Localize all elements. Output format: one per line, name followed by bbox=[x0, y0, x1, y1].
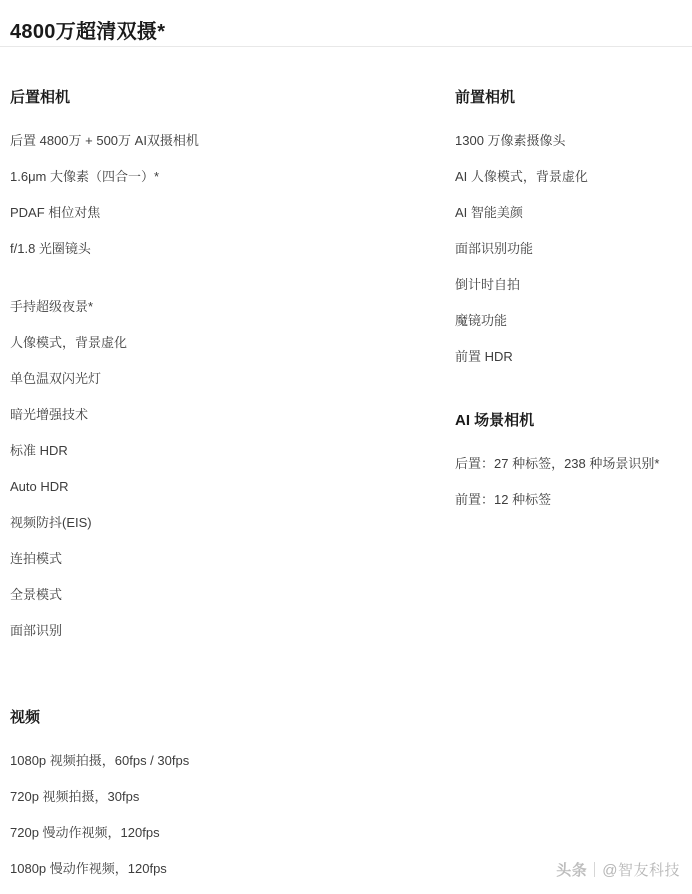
list-item: 连拍模式 bbox=[10, 551, 63, 566]
right-column bbox=[455, 86, 685, 518]
list-item: 人像模式，背景虚化 bbox=[10, 335, 128, 350]
section-title-ai-scene: AI 场景相机 bbox=[455, 412, 535, 429]
list-item: 单色温双闪光灯 bbox=[10, 371, 102, 386]
list-item: 面部识别 bbox=[10, 623, 63, 638]
list-item: 手持超级夜景* bbox=[10, 299, 94, 314]
list-item: PDAF 相位对焦 bbox=[10, 205, 101, 220]
list-item: 前置 HDR bbox=[455, 349, 513, 364]
watermark-logo: 头条 bbox=[556, 862, 588, 879]
watermark-author: @智友科技 bbox=[602, 862, 680, 879]
section-title-video: 视频 bbox=[10, 709, 41, 726]
title-divider bbox=[0, 46, 692, 47]
list-item: 倒计时自拍 bbox=[455, 277, 521, 292]
rear-camera-spec-list bbox=[10, 123, 430, 649]
list-item: AI 智能美颜 bbox=[455, 205, 523, 220]
list-item: 视频防抖(EIS) bbox=[10, 515, 92, 530]
ai-scene-spec-list bbox=[455, 446, 685, 518]
video-section bbox=[10, 706, 430, 887]
list-item: 720p 慢动作视频，120fps bbox=[10, 825, 160, 840]
list-item: 后置：27 种标签，238 种场景识别* bbox=[455, 456, 660, 471]
list-item: 后置 4800万 + 500万 AI双摄相机 bbox=[10, 133, 199, 148]
section-title-front-camera: 前置相机 bbox=[455, 89, 516, 106]
left-column bbox=[10, 86, 430, 649]
list-item: AI 人像模式，背景虚化 bbox=[455, 169, 588, 184]
front-camera-spec-list bbox=[455, 123, 685, 375]
list-item: 1080p 视频拍摄，60fps / 30fps bbox=[10, 753, 190, 768]
watermark-divider bbox=[594, 862, 595, 877]
list-item: 暗光增强技术 bbox=[10, 407, 89, 422]
list-item: 标准 HDR bbox=[10, 443, 68, 458]
list-item: 面部识别功能 bbox=[455, 241, 534, 256]
list-item: 前置：12 种标签 bbox=[455, 492, 552, 507]
list-item: 1080p 慢动作视频，120fps bbox=[10, 861, 167, 876]
list-item: 720p 视频拍摄，30fps bbox=[10, 789, 140, 804]
watermark bbox=[556, 859, 680, 880]
section-title-rear-camera: 后置相机 bbox=[10, 89, 71, 106]
list-item: 全景模式 bbox=[10, 587, 63, 602]
list-item: 魔镜功能 bbox=[455, 313, 508, 328]
list-item: Auto HDR bbox=[10, 479, 69, 494]
page-title: 4800万超清双摄* bbox=[10, 21, 166, 44]
list-item: 1.6μm 大像素（四合一）* bbox=[10, 169, 160, 184]
list-item: f/1.8 光圈镜头 bbox=[10, 241, 91, 256]
ai-scene-section bbox=[455, 409, 685, 518]
video-spec-list bbox=[10, 743, 430, 887]
list-item: 1300 万像素摄像头 bbox=[455, 133, 566, 148]
